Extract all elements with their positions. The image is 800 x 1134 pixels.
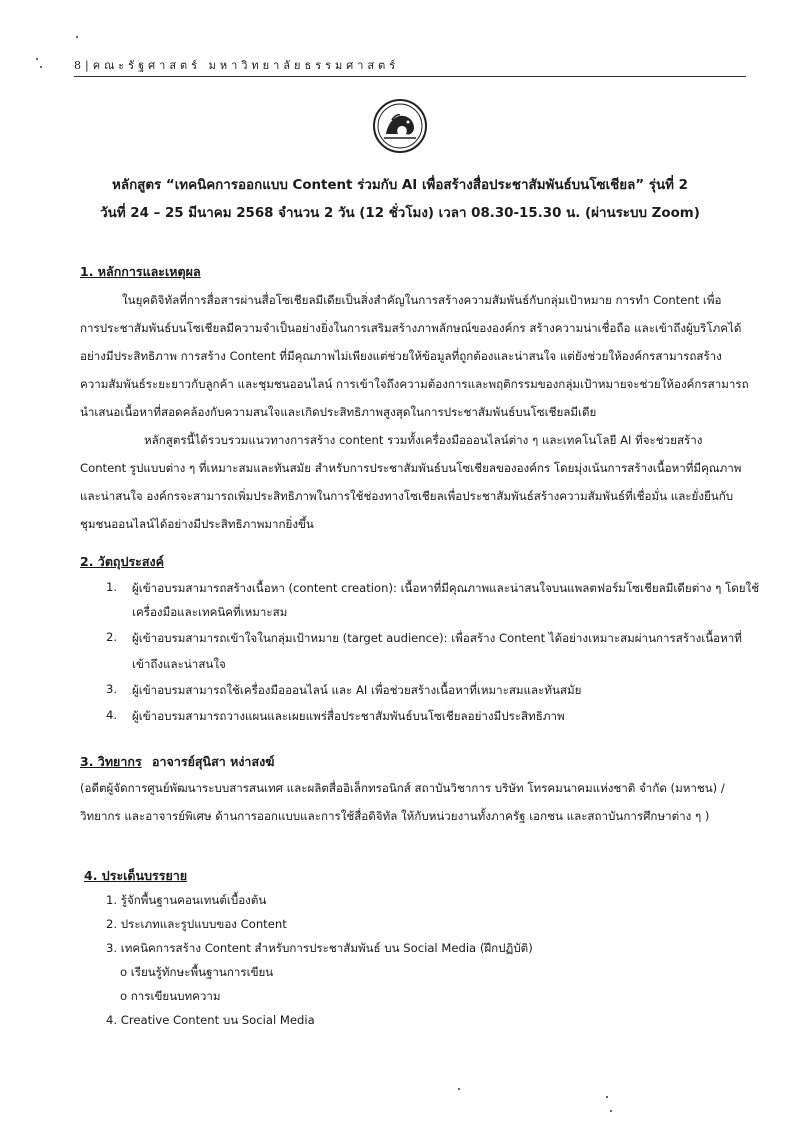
paragraph-line: นำเสนอเนื้อหาที่สอดคล้องกับความสนใจและเกิดประสิทธิภาพสูงสุดในการประชาสัมพันธ์บนโซเชียลมีเดีย — [80, 405, 597, 419]
topic-subitem: o การเขียนบทความ — [120, 989, 221, 1003]
objective-number: 1. — [106, 580, 118, 594]
objective-text: ผู้เข้าอบรมสามารถใช้เครื่องมือออนไลน์ และ AI เพื่อช่วยสร้างเนื้อหาที่เหมาะสมและทันสมัย — [132, 683, 582, 697]
objective-number: 3. — [106, 682, 118, 696]
objective-text: เครื่องมือและเทคนิคที่เหมาะสม — [132, 605, 288, 619]
course-date: วันที่ 24 – 25 มีนาคม 2568 จำนวน 2 วัน (12 ชั่วโมง) เวลา 08.30-15.30 น. (ผ่านระบบ Zoom) — [100, 206, 700, 221]
paragraph-line: ชุมชนออนไลน์ได้อย่างมีประสิทธิภาพมากยิ่งขึ้น — [80, 517, 314, 531]
scan-speck — [40, 66, 42, 68]
course-title: หลักสูตร “เทคนิคการออกแบบ Content ร่วมกับ AI เพื่อสร้างสื่อประชาสัมพันธ์บนโซเชียล” รุ่นที่ 2 — [112, 178, 688, 193]
section3-heading: 3. วิทยากร — [80, 754, 142, 769]
paragraph-line: ในยุคดิจิทัลที่การสื่อสารผ่านสื่อโซเชียลมีเดียเป็นสิ่งสำคัญในการสร้างความสัมพันธ์กับกลุ่มเป้าหมาย การทำ Content เพื่อ — [122, 293, 722, 307]
section4-heading: 4. ประเด็นบรรยาย — [84, 868, 188, 883]
objective-number: 4. — [106, 708, 118, 722]
paragraph-line: และน่าสนใจ องค์กรจะสามารถเพิ่มประสิทธิภาพในการใช้ช่องทางโซเชียลเพื่อประชาสัมพันธ์สร้างความสัมพันธ์ที่เชื่อมั่น และยั่งยืนกับ — [80, 489, 734, 503]
scan-speck — [76, 36, 78, 38]
objective-text: ผู้เข้าอบรมสามารถเข้าใจในกลุ่มเป้าหมาย (target audience): เพื่อสร้าง Content ได้อย่างเหมาะสมผ่านการสร้างเนื้อหาที่ — [132, 631, 742, 645]
paragraph-line: หลักสูตรนี้ได้รวบรวมแนวทางการสร้าง content รวมทั้งเครื่องมือออนไลน์ต่าง ๆ และเทคโนโลยี AI ที่จะช่วยสร้าง — [144, 433, 703, 447]
scan-speck — [36, 58, 38, 60]
page-header: 8|คณะรัฐศาสตร์ มหาวิทยาลัยธรรมศาสตร์ — [74, 56, 746, 77]
scan-speck — [458, 1088, 460, 1090]
topic-subitem: o เรียนรู้ทักษะพื้นฐานการเขียน — [120, 965, 274, 979]
paragraph-line: ความสัมพันธ์ระยะยาวกับลูกค้า และชุมชนออนไลน์ การเข้าใจถึงความต้องการและพฤติกรรมของกลุ่มเป้าหมายจะช่วยให้องค์กรสามารถ — [80, 377, 749, 391]
speaker-bio: (อดีตผู้จัดการศูนย์พัฒนาระบบสารสนเทศ และผลิตสื่ออิเล็กทรอนิกส์ สถาบันวิชาการ บริษัท โทรคมนาคมแห่งชาติ จำกัด (มหาชน) / — [80, 781, 725, 795]
paragraph-line: อย่างมีประสิทธิภาพ การสร้าง Content ที่มีคุณภาพไม่เพียงแต่ช่วยให้ข้อมูลที่ถูกต้องและน่าสนใจ แต่ยังช่วยให้องค์กรสามารถสร้าง — [80, 349, 722, 363]
scan-speck — [606, 1096, 608, 1098]
topic-item: 1. รู้จักพื้นฐานคอนเทนต์เบื้องต้น — [106, 893, 267, 907]
section2-heading: 2. วัตถุประสงค์ — [80, 554, 164, 569]
objective-number: 2. — [106, 630, 118, 644]
topic-item: 3. เทคนิคการสร้าง Content สำหรับการประชาสัมพันธ์ บน Social Media (ฝึกปฏิบัติ) — [106, 941, 533, 955]
speaker-bio: วิทยากร และอาจารย์พิเศษ ด้านการออกแบบและการใช้สื่อดิจิทัล ให้กับหน่วยงานทั้งภาครัฐ เอกชน และสถาบันการศึกษาต่าง ๆ ) — [80, 809, 710, 823]
scan-speck — [610, 1110, 612, 1112]
paragraph-line: การประชาสัมพันธ์บนโซเชียลมีความจำเป็นอย่างยิ่งในการเสริมสร้างภาพลักษณ์ขององค์กร สร้างความน่าเชื่อถือ และเข้าถึงผู้บริโภคได้ — [80, 321, 742, 335]
section1-heading: 1. หลักการและเหตุผล — [80, 264, 201, 279]
university-seal-icon — [372, 98, 428, 154]
objective-text: ผู้เข้าอบรมสามารถสร้างเนื้อหา (content creation): เนื้อหาที่มีคุณภาพและน่าสนใจบนแพลตฟอร์มโซเชียลมีเดียต่าง ๆ โดยใช้ — [132, 581, 760, 595]
paragraph-line: Content รูปแบบต่าง ๆ ที่เหมาะสมและทันสมัย สำหรับการประชาสัมพันธ์บนโซเชียลขององค์กร โดยมุ่งเน้นการสร้างเนื้อหาที่มีคุณภาพ — [80, 461, 742, 475]
topic-item: 4. Creative Content บน Social Media — [106, 1013, 315, 1027]
speaker-name: อาจารย์สุนิสา หง่าสงฆ์ — [152, 754, 275, 769]
objective-text: ผู้เข้าอบรมสามารถวางแผนและเผยแพร่สื่อประชาสัมพันธ์บนโซเชียลอย่างมีประสิทธิภาพ — [132, 709, 565, 723]
objective-text: เข้าถึงและน่าสนใจ — [132, 657, 226, 671]
topic-item: 2. ประเภทและรูปแบบของ Content — [106, 917, 287, 931]
